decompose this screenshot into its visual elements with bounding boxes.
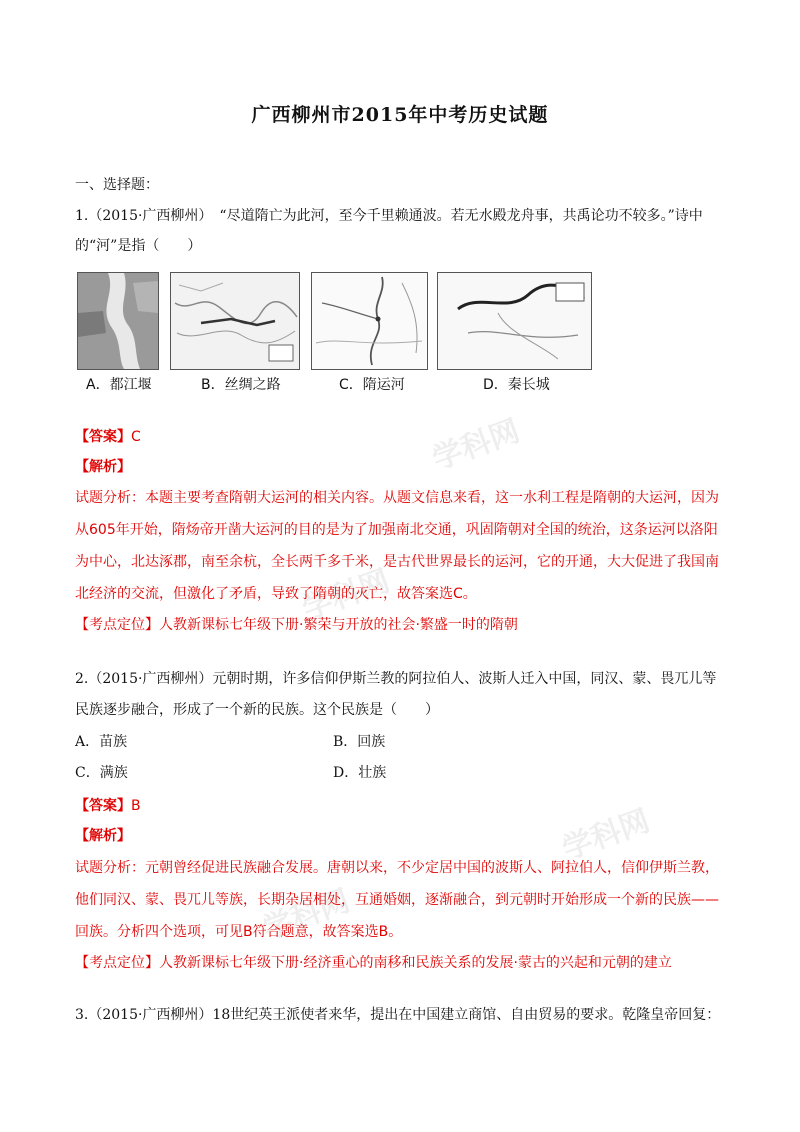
q1-answer bbox=[75, 426, 141, 446]
q2-analysis-line: 他们同汉、蒙、畏兀儿等族，长期杂居相处，互通婚姻，逐渐融合，到元朝时开始形成一个新的民族—— bbox=[75, 892, 719, 908]
q1-stem-line2: 的“河”是指（ ） bbox=[75, 238, 202, 254]
q2-stem-line1: 2.（2015·广西柳州）元朝时期，许多信仰伊斯兰教的阿拉伯人、波斯人迁入中国，同汉、蒙、畏兀儿等 bbox=[75, 671, 717, 687]
q2-kaodian: 【考点定位】人教新课标七年级下册·经济重心的南移和民族关系的发展·蒙古的兴起和元朝的建立 bbox=[75, 955, 672, 971]
q2-stem-line2: 民族逐步融合，形成了一个新的民族。这个民族是（ ） bbox=[75, 702, 439, 718]
q1-analysis-line: 为中心，北达涿郡，南至余杭，全长两千多千米，是古代世界最长的运河，它的开通，大大促进了我国南 bbox=[75, 554, 719, 570]
q2-option-b: B．回族 bbox=[333, 734, 386, 750]
section-heading: 一、选择题： bbox=[75, 177, 159, 193]
watermark: 学科网 bbox=[557, 803, 655, 868]
q1-option-a-map bbox=[77, 272, 159, 370]
q1-stem-line1: 1.（2015·广西柳州） “尽道隋亡为此河，至今千里赖通波。若无水殿龙舟事，共禹论功不较多。”诗中 bbox=[75, 208, 703, 224]
q1-option-c-map bbox=[311, 272, 428, 370]
watermark: 学科网 bbox=[297, 563, 395, 628]
q1-option-d-map bbox=[437, 272, 592, 370]
q2-answer bbox=[75, 795, 141, 815]
q1-option-c-caption: C．隋运河 bbox=[339, 377, 405, 393]
q1-analysis-line: 从605年开始，隋炀帝开凿大运河的目的是为了加强南北交通，巩固隋朝对全国的统治，这条运河以洛阳 bbox=[75, 522, 718, 538]
q1-analysis-line: 试题分析：本题主要考查隋朝大运河的相关内容。从题文信息来看，这一水利工程是隋朝的大运河，因为 bbox=[75, 490, 719, 506]
answer-value: C bbox=[131, 429, 141, 445]
q1-kaodian: 【考点定位】人教新课标七年级下册·繁荣与开放的社会·繁盛一时的隋朝 bbox=[75, 617, 518, 633]
q3-stem-line1: 3.（2015·广西柳州）18世纪英王派使者来华，提出在中国建立商馆、自由贸易的要求。乾隆皇帝回复： bbox=[75, 1007, 721, 1023]
page-title: 广西柳州市2015年中考历史试题 bbox=[251, 104, 549, 126]
watermark: 学科网 bbox=[257, 883, 355, 948]
q1-analysis-line: 北经济的交流，但激化了矛盾，导致了隋朝的灭亡，故答案选C。 bbox=[75, 586, 477, 602]
answer-value: B bbox=[131, 798, 141, 814]
q1-option-a-caption: A．都江堰 bbox=[86, 377, 152, 393]
q2-option-c: C．满族 bbox=[75, 765, 128, 781]
q2-analysis-line: 试题分析：元朝曾经促进民族融合发展。唐朝以来，不少定居中国的波斯人、阿拉伯人，信仰伊斯兰教， bbox=[75, 860, 719, 876]
watermark: 学科网 bbox=[427, 413, 525, 478]
q1-analysis-tag: 【解析】 bbox=[75, 459, 131, 475]
answer-tag: 【答案】 bbox=[75, 429, 131, 445]
q2-option-d: D．壮族 bbox=[333, 765, 387, 781]
q2-option-a: A．苗族 bbox=[75, 734, 128, 750]
q1-option-b-map bbox=[170, 272, 300, 370]
answer-tag: 【答案】 bbox=[75, 798, 131, 814]
q1-option-b-caption: B．丝绸之路 bbox=[201, 377, 281, 393]
q2-analysis-line: 回族。分析四个选项，可见B符合题意，故答案选B。 bbox=[75, 924, 403, 940]
q1-option-d-caption: D．秦长城 bbox=[483, 377, 550, 393]
q2-analysis-tag: 【解析】 bbox=[75, 828, 131, 844]
